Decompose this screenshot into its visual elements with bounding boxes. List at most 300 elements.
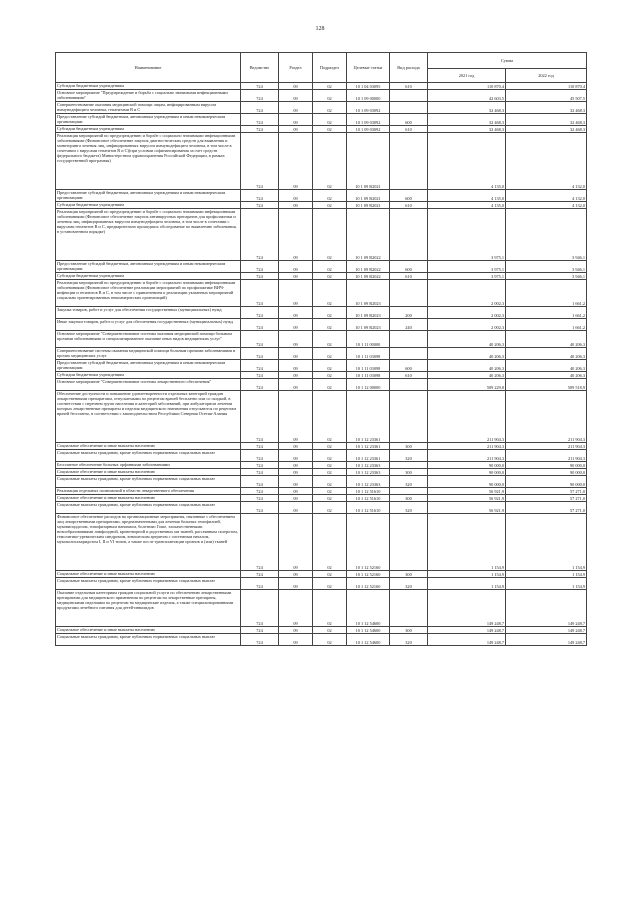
cell-subsection: 02: [313, 495, 347, 502]
cell-sum-2022: 32 468,3: [506, 126, 587, 133]
cell-ministry: 724: [241, 502, 279, 514]
cell-section: 09: [279, 627, 313, 634]
cell-section: 09: [279, 462, 313, 469]
cell-ministry: 724: [241, 488, 279, 495]
cell-target: 10 1 12 23363: [347, 469, 390, 476]
cell-ministry: 724: [241, 443, 279, 450]
cell-sum-2021: 56 921,9: [428, 495, 506, 502]
cell-name: Бесплатное обеспечение больных орфанными заболеваниями: [56, 462, 241, 469]
cell-sum-2021: 1 154,9: [428, 578, 506, 590]
cell-expense-type: [390, 514, 428, 571]
cell-ministry: 724: [241, 590, 279, 627]
cell-ministry: 724: [241, 571, 279, 578]
cell-sum-2022: 3 946,1: [506, 209, 587, 261]
table-row: [56, 331, 587, 348]
cell-subsection: 02: [313, 280, 347, 307]
header-expense-type: Вид расхода: [390, 53, 428, 83]
cell-expense-type: [390, 280, 428, 307]
cell-sum-2021: 32 468,3: [428, 126, 506, 133]
cell-expense-type: 200: [390, 307, 428, 319]
budget-table: [55, 52, 587, 646]
table-row: [56, 502, 587, 514]
cell-target: 10 1 09 R2023: [347, 280, 390, 307]
cell-sum-2022: 32 468,3: [506, 114, 587, 126]
cell-expense-type: 610: [390, 273, 428, 280]
cell-ministry: 724: [241, 114, 279, 126]
table-row: [56, 307, 587, 319]
cell-sum-2022: 1 661,2: [506, 319, 587, 331]
cell-section: 09: [279, 443, 313, 450]
table-row: [56, 514, 587, 571]
cell-sum-2022: 509 518,9: [506, 379, 587, 391]
cell-name: Предоставление субсидий бюджетным, автономным учреждениям и иным некоммерческим организациям: [56, 360, 241, 372]
cell-sum-2021: 211 904,3: [428, 391, 506, 443]
cell-section: 09: [279, 502, 313, 514]
cell-section: 09: [279, 372, 313, 379]
cell-ministry: 724: [241, 190, 279, 202]
cell-section: 09: [279, 126, 313, 133]
cell-section: 09: [279, 102, 313, 114]
cell-sum-2022: 1 154,9: [506, 578, 587, 590]
cell-name: Социальные выплаты гражданам, кроме публичных нормативных социальных выплат: [56, 502, 241, 514]
cell-target: 10 1 09 03092: [347, 102, 390, 114]
cell-sum-2021: 32 468,3: [428, 114, 506, 126]
cell-target: 10 1 12 23363: [347, 476, 390, 488]
cell-sum-2022: 90 000,0: [506, 462, 587, 469]
cell-expense-type: [390, 209, 428, 261]
cell-subsection: 02: [313, 209, 347, 261]
cell-section: 09: [279, 307, 313, 319]
cell-sum-2022: 57 271,0: [506, 502, 587, 514]
cell-target: 10 1 09 R2022: [347, 261, 390, 273]
cell-expense-type: 300: [390, 571, 428, 578]
cell-section: 09: [279, 360, 313, 372]
cell-name: Реализация мероприятий по предупреждению и борьбе с социально значимыми инфекционными заболеваниями (Финансовое обеспечение реализации мероприятий по профилактике ВИЧ-инфекции и гепатитов В и С, в том числе с привлечением к реализации указанных мероприятий социально ориентированных некоммерческих организаций): [56, 280, 241, 307]
cell-ministry: 724: [241, 514, 279, 571]
cell-sum-2021: 211 904,3: [428, 450, 506, 462]
cell-section: 09: [279, 571, 313, 578]
cell-ministry: 724: [241, 634, 279, 646]
cell-target: 10 1 12 54600: [347, 627, 390, 634]
table-row: [56, 379, 587, 391]
cell-ministry: 724: [241, 495, 279, 502]
cell-expense-type: 240: [390, 319, 428, 331]
cell-ministry: 724: [241, 360, 279, 372]
table-row: [56, 360, 587, 372]
cell-expense-type: 600: [390, 360, 428, 372]
cell-sum-2022: 3 946,1: [506, 273, 587, 280]
cell-section: 09: [279, 319, 313, 331]
cell-subsection: 02: [313, 571, 347, 578]
cell-sum-2022: 40 206,3: [506, 331, 587, 348]
cell-target: 10 1 09 R2022: [347, 209, 390, 261]
table-row: [56, 443, 587, 450]
header-year2: 2022 год: [506, 68, 587, 83]
cell-target: 10 1 12 52160: [347, 571, 390, 578]
cell-ministry: 724: [241, 126, 279, 133]
cell-name: Реализация мероприятий по предупреждению и борьбе с социально значимыми инфекционными заболеваниями (Финансовое обеспечение закупок антивирусных препаратов для профилактики и лечения лиц, инфицированных вирусом иммунодефицита человека, в том числе в сочетании с вирусами гепатитов В и С, предварительно прошедших обследование по выявлению заболевания, в установленном порядке): [56, 209, 241, 261]
cell-sum-2022: 3 946,1: [506, 261, 587, 273]
cell-ministry: 724: [241, 102, 279, 114]
cell-name: Социальное обеспечение и иные выплаты населению: [56, 495, 241, 502]
cell-name: Закупка товаров, работ и услуг для обеспечения государственных (муниципальных) нужд: [56, 307, 241, 319]
table-row: [56, 133, 587, 190]
cell-subsection: 02: [313, 372, 347, 379]
cell-ministry: 724: [241, 348, 279, 360]
cell-ministry: 724: [241, 578, 279, 590]
cell-section: 09: [279, 261, 313, 273]
cell-subsection: 02: [313, 90, 347, 102]
cell-subsection: 02: [313, 627, 347, 634]
header-subsection: Подраздел: [313, 53, 347, 83]
table-row: [56, 578, 587, 590]
cell-sum-2021: 40 206,3: [428, 372, 506, 379]
cell-target: 10 1 11 03098: [347, 348, 390, 360]
cell-sum-2022: 149 248,7: [506, 627, 587, 634]
cell-section: 09: [279, 133, 313, 190]
cell-name: Социальные выплаты гражданам, кроме публичных нормативных социальных выплат: [56, 634, 241, 646]
cell-name: Совершенствование системы оказания медицинской помощи больным прочими заболеваниями и прочих медицинских услуг: [56, 348, 241, 360]
cell-target: 10 1 09 R2021: [347, 190, 390, 202]
cell-ministry: 724: [241, 307, 279, 319]
cell-section: 09: [279, 469, 313, 476]
cell-sum-2021: 56 921,9: [428, 502, 506, 514]
cell-section: 09: [279, 190, 313, 202]
cell-sum-2022: 90 000,0: [506, 469, 587, 476]
cell-sum-2022: 211 904,3: [506, 443, 587, 450]
table-row: [56, 319, 587, 331]
cell-name: Социальное обеспечение и иные выплаты населению: [56, 627, 241, 634]
cell-sum-2021: 2 002,3: [428, 280, 506, 307]
cell-section: 09: [279, 83, 313, 90]
cell-sum-2021: 149 248,7: [428, 590, 506, 627]
cell-target: 10 1 11 03098: [347, 372, 390, 379]
cell-sum-2021: 3 975,1: [428, 209, 506, 261]
cell-target: 10 1 09 R2021: [347, 202, 390, 209]
cell-expense-type: [390, 391, 428, 443]
cell-sum-2021: 56 921,9: [428, 488, 506, 495]
cell-name: Реализация мероприятий по предупреждению и борьбе с социально значимыми инфекционными заболеваниями (Финансовое обеспечение закупок диагностических средств для выявления и мониторинга лечения лиц, инфицированных вирусом иммунодефицита человека, в том числе в сочетании с вирусами гепатитов В и С)(при условии софинансирования за счет средств федерального бюджета) Министерством здравоохранения Российской Федерации, в рамках государственной программы): [56, 133, 241, 190]
cell-section: 09: [279, 590, 313, 627]
cell-sum-2022: 4 132,0: [506, 133, 587, 190]
cell-subsection: 02: [313, 190, 347, 202]
cell-sum-2022: 211 904,3: [506, 391, 587, 443]
cell-ministry: 724: [241, 462, 279, 469]
cell-expense-type: 600: [390, 190, 428, 202]
table-row: [56, 273, 587, 280]
table-row: [56, 114, 587, 126]
cell-subsection: 02: [313, 476, 347, 488]
cell-expense-type: [390, 488, 428, 495]
cell-target: 10 1 09 R2023: [347, 307, 390, 319]
cell-subsection: 02: [313, 488, 347, 495]
cell-target: 10 1 12 23361: [347, 443, 390, 450]
cell-target: 10 1 12 51610: [347, 495, 390, 502]
cell-expense-type: 320: [390, 502, 428, 514]
cell-expense-type: [390, 133, 428, 190]
table-row: [56, 476, 587, 488]
cell-subsection: 02: [313, 634, 347, 646]
cell-subsection: 02: [313, 379, 347, 391]
cell-subsection: 02: [313, 114, 347, 126]
cell-ministry: 724: [241, 83, 279, 90]
cell-subsection: 02: [313, 261, 347, 273]
cell-ministry: 724: [241, 202, 279, 209]
table-row: [56, 391, 587, 443]
cell-name: Реализация отдельных полномочий в области лекарственного обеспечения: [56, 488, 241, 495]
table-row: [56, 102, 587, 114]
table-row: [56, 83, 587, 90]
cell-section: 09: [279, 488, 313, 495]
table-row: [56, 90, 587, 102]
table-row: [56, 348, 587, 360]
cell-name: Основное мероприятие "Совершенствование системы оказания медицинской помощи больным прочими заболеваниями и специализированное оказание иных видов медицинских услуг": [56, 331, 241, 348]
cell-expense-type: [390, 462, 428, 469]
table-row: [56, 126, 587, 133]
cell-target: 10 1 12 23363: [347, 462, 390, 469]
table-row: [56, 634, 587, 646]
cell-sum-2022: 40 206,3: [506, 360, 587, 372]
table-row: [56, 190, 587, 202]
table-row: [56, 261, 587, 273]
cell-sum-2021: 40 206,3: [428, 360, 506, 372]
cell-expense-type: 300: [390, 627, 428, 634]
cell-expense-type: 320: [390, 634, 428, 646]
cell-section: 09: [279, 209, 313, 261]
cell-ministry: 724: [241, 90, 279, 102]
cell-sum-2021: 2 002,3: [428, 319, 506, 331]
cell-sum-2021: 110 870,4: [428, 83, 506, 90]
header-ministry: Ведомство: [241, 53, 279, 83]
cell-name: Социальные выплаты гражданам, кроме публичных нормативных социальных выплат: [56, 578, 241, 590]
cell-sum-2022: 40 206,3: [506, 348, 587, 360]
cell-section: 09: [279, 280, 313, 307]
cell-expense-type: 300: [390, 469, 428, 476]
cell-sum-2022: 57 271,0: [506, 495, 587, 502]
cell-section: 09: [279, 495, 313, 502]
cell-ministry: 724: [241, 469, 279, 476]
table-row: [56, 450, 587, 462]
cell-target: 10 1 12 23361: [347, 391, 390, 443]
cell-target: 10 1 12 51610: [347, 488, 390, 495]
cell-sum-2021: 4 135,0: [428, 133, 506, 190]
cell-name: Основное мероприятие "Предупреждение и борьба с социально значимыми инфекционными заболеваниями": [56, 90, 241, 102]
cell-section: 09: [279, 202, 313, 209]
table-row: [56, 571, 587, 578]
cell-expense-type: 600: [390, 261, 428, 273]
cell-ministry: 724: [241, 372, 279, 379]
table-row: [56, 495, 587, 502]
cell-subsection: 02: [313, 462, 347, 469]
cell-subsection: 02: [313, 360, 347, 372]
cell-subsection: 02: [313, 331, 347, 348]
cell-section: 09: [279, 90, 313, 102]
cell-name: Обеспечение доступности и повышение удовлетворенности отдельных категорий граждан лекарственными препаратами, отпускаемыми по рецептам врачей бесплатно или со скидкой, в соответствии с перечнем групп населения и категорий заболеваний, при амбулаторном лечении которых лекарственные препараты и изделия медицинского назначения отпускаются по рецептам врачей бесплатно, в соответствии с законодательством Республики Северная Осетия-Алания: [56, 391, 241, 443]
cell-expense-type: [390, 590, 428, 627]
cell-sum-2021: 3 975,1: [428, 273, 506, 280]
cell-target: 10 1 04 03095: [347, 83, 390, 90]
cell-expense-type: 320: [390, 476, 428, 488]
cell-subsection: 02: [313, 578, 347, 590]
page-number: 128: [315, 26, 325, 32]
cell-target: 10 1 09 R2022: [347, 273, 390, 280]
cell-sum-2022: 1 661,2: [506, 307, 587, 319]
cell-expense-type: 320: [390, 578, 428, 590]
cell-expense-type: 610: [390, 126, 428, 133]
cell-expense-type: [390, 90, 428, 102]
table-row: [56, 372, 587, 379]
cell-expense-type: 300: [390, 495, 428, 502]
cell-expense-type: 610: [390, 202, 428, 209]
cell-subsection: 02: [313, 469, 347, 476]
cell-expense-type: [390, 348, 428, 360]
cell-section: 09: [279, 634, 313, 646]
cell-sum-2022: 1 661,2: [506, 280, 587, 307]
cell-target: 10 1 12 23361: [347, 450, 390, 462]
cell-sum-2021: 40 206,3: [428, 348, 506, 360]
cell-subsection: 02: [313, 348, 347, 360]
table-row: [56, 280, 587, 307]
cell-sum-2021: 1 154,9: [428, 514, 506, 571]
cell-section: 09: [279, 514, 313, 571]
cell-subsection: 02: [313, 126, 347, 133]
cell-subsection: 02: [313, 443, 347, 450]
cell-ministry: 724: [241, 627, 279, 634]
cell-target: 10 1 12 51610: [347, 502, 390, 514]
cell-section: 09: [279, 476, 313, 488]
header-year1: 2021 год: [428, 68, 506, 83]
cell-sum-2021: 2 002,3: [428, 307, 506, 319]
cell-subsection: 02: [313, 590, 347, 627]
cell-sum-2021: 42 603,5: [428, 90, 506, 102]
cell-subsection: 02: [313, 202, 347, 209]
cell-sum-2021: 90 000,0: [428, 462, 506, 469]
cell-name: Субсидии бюджетным учреждениям: [56, 126, 241, 133]
table-row: [56, 202, 587, 209]
cell-name: Субсидии бюджетным учреждениям: [56, 273, 241, 280]
cell-target: 10 1 12 52160: [347, 578, 390, 590]
cell-sum-2022: 32 468,3: [506, 102, 587, 114]
cell-section: 09: [279, 114, 313, 126]
cell-ministry: 724: [241, 280, 279, 307]
cell-sum-2021: 149 248,7: [428, 627, 506, 634]
cell-target: 10 1 09 R2023: [347, 319, 390, 331]
cell-name: Субсидии бюджетным учреждениям: [56, 202, 241, 209]
cell-subsection: 02: [313, 391, 347, 443]
cell-name: Финансовое обеспечение расходов на организационные мероприятия, связанные с обеспечением лиц лекарственными препаратами, предназначенными для лечения больных гемофилией, муковисцидозом, гипофизарным нанизмом, болезнью Гоше, злокачественными новообразованиями лимфоидной, кроветворной и родственных им тканей, рассеянным склерозом, гемолитико-уремическим синдромом, юношеским артритом с системным началом, мукополисахаридозом I, II и VI типов, а также после трансплантации органов и (или) тканей: [56, 514, 241, 571]
cell-sum-2021: 90 000,0: [428, 469, 506, 476]
cell-expense-type: 610: [390, 372, 428, 379]
cell-sum-2021: 149 248,7: [428, 634, 506, 646]
table-row: [56, 488, 587, 495]
cell-sum-2022: 45 507,5: [506, 90, 587, 102]
cell-name: Социальное обеспечение и иные выплаты населению: [56, 469, 241, 476]
cell-name: Социальные выплаты гражданам, кроме публичных нормативных социальных выплат: [56, 450, 241, 462]
cell-sum-2022: 211 904,3: [506, 450, 587, 462]
cell-ministry: 724: [241, 209, 279, 261]
cell-expense-type: 320: [390, 450, 428, 462]
cell-sum-2022: 1 154,9: [506, 571, 587, 578]
cell-name: Предоставление субсидий бюджетным, автономным учреждениям и иным некоммерческим организациям: [56, 114, 241, 126]
cell-ministry: 724: [241, 476, 279, 488]
table-body: [56, 83, 587, 646]
cell-sum-2022: 4 132,0: [506, 190, 587, 202]
cell-name: Совершенствование оказания медицинской помощи лицам, инфицированным вирусом иммунодефицита человека, гепатитами В и С: [56, 102, 241, 114]
cell-sum-2021: 90 000,0: [428, 476, 506, 488]
cell-target: 10 1 09 03092: [347, 126, 390, 133]
cell-subsection: 02: [313, 273, 347, 280]
cell-target: 10 1 11 00000: [347, 331, 390, 348]
cell-sum-2021: 509 229,8: [428, 379, 506, 391]
cell-expense-type: [390, 331, 428, 348]
cell-target: 10 1 12 52160: [347, 514, 390, 571]
cell-name: Иные закупки товаров, работ и услуг для обеспечения государственных (муниципальных) нужд: [56, 319, 241, 331]
cell-ministry: 724: [241, 133, 279, 190]
cell-target: 10 1 12 54600: [347, 590, 390, 627]
cell-sum-2022: 149 248,7: [506, 634, 587, 646]
header-sum: Сумма: [428, 53, 587, 69]
cell-sum-2021: 40 206,3: [428, 331, 506, 348]
header-section: Раздел: [279, 53, 313, 83]
cell-ministry: 724: [241, 391, 279, 443]
cell-sum-2022: 40 206,3: [506, 372, 587, 379]
cell-expense-type: 610: [390, 83, 428, 90]
table-row: [56, 590, 587, 627]
cell-name: Социальные выплаты гражданам, кроме публичных нормативных социальных выплат: [56, 476, 241, 488]
table-row: [56, 462, 587, 469]
cell-sum-2022: 90 000,0: [506, 476, 587, 488]
cell-target: 10 1 09 03092: [347, 114, 390, 126]
cell-sum-2021: 4 135,0: [428, 202, 506, 209]
cell-sum-2022: 57 271,0: [506, 488, 587, 495]
cell-sum-2022: 4 132,0: [506, 202, 587, 209]
cell-ministry: 724: [241, 273, 279, 280]
cell-sum-2022: 1 154,9: [506, 514, 587, 571]
header-name: Наименование: [56, 53, 241, 83]
cell-name: Оказание отдельным категориям граждан социальной услуги по обеспечению лекарственными препаратами для медицинского применения по рецептам на лекарственные препараты, медицинскими изделиями по рецептам на медицинские изделия, а также специализированными продуктами лечебного питания для детей-инвалидов: [56, 590, 241, 627]
cell-subsection: 02: [313, 83, 347, 90]
cell-section: 09: [279, 348, 313, 360]
cell-sum-2021: 211 904,3: [428, 443, 506, 450]
cell-expense-type: 600: [390, 114, 428, 126]
cell-sum-2021: 1 154,9: [428, 571, 506, 578]
cell-section: 09: [279, 450, 313, 462]
cell-sum-2022: 149 248,7: [506, 590, 587, 627]
cell-subsection: 02: [313, 514, 347, 571]
cell-target: 10 1 12 54600: [347, 634, 390, 646]
cell-ministry: 724: [241, 450, 279, 462]
cell-ministry: 724: [241, 379, 279, 391]
cell-name: Предоставление субсидий бюджетным, автономным учреждениям и иным некоммерческим организациям: [56, 261, 241, 273]
cell-section: 09: [279, 391, 313, 443]
cell-target: 10 1 09 00000: [347, 90, 390, 102]
cell-expense-type: [390, 102, 428, 114]
cell-ministry: 724: [241, 261, 279, 273]
cell-subsection: 02: [313, 319, 347, 331]
cell-subsection: 02: [313, 450, 347, 462]
cell-section: 09: [279, 379, 313, 391]
cell-section: 09: [279, 331, 313, 348]
table-row: [56, 469, 587, 476]
table-row: [56, 209, 587, 261]
cell-section: 09: [279, 273, 313, 280]
header-target: Целевые статьи: [347, 53, 390, 83]
cell-sum-2021: 4 135,0: [428, 190, 506, 202]
cell-sum-2022: 110 870,4: [506, 83, 587, 90]
cell-subsection: 02: [313, 307, 347, 319]
cell-subsection: 02: [313, 102, 347, 114]
cell-target: 10 1 09 R2021: [347, 133, 390, 190]
